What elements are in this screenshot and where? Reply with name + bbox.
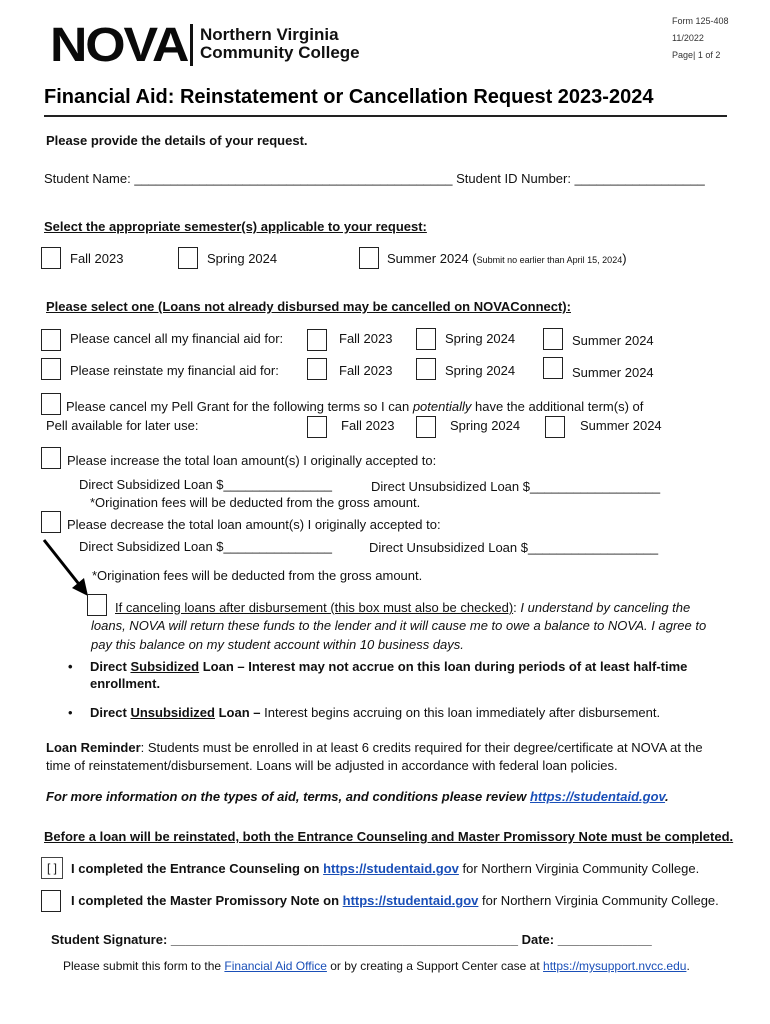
more-info-line <box>46 789 669 804</box>
loan-reminder-text-1: : Students must be enrolled in at least 6 credits required for their degree/certificate at NOVA at the <box>140 740 703 755</box>
unsubsidized-rest: Interest begins accruing on this loan immediately after disbursement. <box>264 705 661 720</box>
pell-text-italic: potentially <box>412 399 472 414</box>
reinstate-aid-checkbox[interactable] <box>41 358 61 380</box>
nova-logo-wordmark: NOVA <box>50 19 188 72</box>
cancel-fall-2023-checkbox[interactable] <box>307 329 327 351</box>
more-info-text: For more information on the types of aid, terms, and conditions please review <box>46 789 530 804</box>
college-name-line1: Northern Virginia <box>200 25 339 44</box>
increase-fee-note: *Origination fees will be deducted from the gross amount. <box>90 495 421 510</box>
summer-2024-text: Summer 2024 <box>387 251 469 266</box>
summer-note-close: ) <box>622 251 627 266</box>
cancel-after-line2: loans, NOVA will return these funds to the lender and it will cause me to owe a balance to NOVA. I agree to <box>91 618 707 633</box>
cancel-after-underlined: If canceling loans after disbursement (this box must also be checked) <box>115 600 514 615</box>
subsidized-prefix: Direct <box>90 659 131 674</box>
signature-label: Student Signature: <box>51 932 168 947</box>
pell-text-a: Please cancel my Pell Grant for the following terms so I can <box>66 399 413 414</box>
reinstate-aid-label: Please reinstate my financial aid for: <box>70 363 279 378</box>
loan-select-heading: Please select one (Loans not already disbursed may be cancelled on NOVAConnect): <box>46 299 571 314</box>
student-id-line: __________________ <box>574 171 705 186</box>
logo-divider <box>190 24 193 66</box>
unsubsidized-word: Unsubsidized <box>130 705 215 720</box>
pell-cancel-checkbox[interactable] <box>41 393 61 415</box>
pell-summer-2024-checkbox[interactable] <box>545 416 565 438</box>
cancel-all-aid-label: Please cancel all my financial aid for: <box>70 331 284 346</box>
intro-text: Please provide the details of your request. <box>46 133 308 148</box>
arrow-down-right-icon <box>38 536 94 600</box>
unsubsidized-prefix: Direct <box>90 705 131 720</box>
cancel-spring-2024-label: Spring 2024 <box>445 331 516 346</box>
cancel-fall-2023-label: Fall 2023 <box>339 331 393 346</box>
counseling-heading: Before a loan will be reinstated, both the Entrance Counseling and Master Promissory Note must be completed. <box>44 829 734 844</box>
cancel-all-aid-checkbox[interactable] <box>41 329 61 351</box>
reinstate-spring-2024-label: Spring 2024 <box>445 363 516 378</box>
loan-reminder-label: Loan Reminder <box>46 740 141 755</box>
subsidized-bullet-line1 <box>90 659 687 674</box>
cancel-after-italic-1: I understand by canceling the <box>520 600 691 615</box>
cancel-after-disbursement-checkbox[interactable] <box>87 594 107 616</box>
pell-text-b: have the additional term(s) of <box>471 399 644 414</box>
fall-2023-checkbox[interactable] <box>41 247 61 269</box>
spring-2024-label: Spring 2024 <box>207 251 278 266</box>
entrance-text-a: I completed the Entrance Counseling on <box>71 861 324 876</box>
unsubsidized-bullet <box>90 705 660 720</box>
increase-subsidized-field[interactable]: Direct Subsidized Loan $_______________ <box>79 477 332 492</box>
studentaid-link[interactable]: https://studentaid.gov <box>529 789 666 804</box>
form-number: Form 125-408 <box>672 16 729 26</box>
entrance-text-b: for Northern Virginia Community College. <box>458 861 700 876</box>
decrease-unsubsidized-field[interactable]: Direct Unsubsidized Loan $__________________ <box>369 540 659 555</box>
pell-cancel-text-line1 <box>66 399 643 414</box>
date-line: _____________ <box>557 932 652 947</box>
decrease-loan-checkbox[interactable] <box>41 511 61 533</box>
signature-line: ________________________________________________ <box>170 932 518 947</box>
increase-loan-label: Please increase the total loan amount(s) I originally accepted to: <box>67 453 437 468</box>
pell-fall-2023-label: Fall 2023 <box>341 418 395 433</box>
semester-heading: Select the appropriate semester(s) applicable to your request: <box>44 219 427 234</box>
reinstate-summer-2024-label: Summer 2024 <box>572 365 654 380</box>
reinstate-fall-2023-label: Fall 2023 <box>339 363 393 378</box>
more-info-end: . <box>665 789 669 804</box>
spring-2024-checkbox[interactable] <box>178 247 198 269</box>
cancel-summer-2024-checkbox[interactable] <box>543 328 563 350</box>
entrance-studentaid-link[interactable]: https://studentaid.gov <box>323 861 459 876</box>
pell-summer-2024-label: Summer 2024 <box>580 418 662 433</box>
student-name-field[interactable] <box>44 171 705 186</box>
cancel-spring-2024-checkbox[interactable] <box>416 328 436 350</box>
footer-line <box>63 959 690 973</box>
increase-loan-checkbox[interactable] <box>41 447 61 469</box>
reinstate-fall-2023-checkbox[interactable] <box>307 358 327 380</box>
summer-2024-checkbox[interactable] <box>359 247 379 269</box>
date-label: Date: <box>521 932 555 947</box>
page-indicator: Page| 1 of 2 <box>672 50 721 60</box>
mpn-text-b: for Northern Virginia Community College. <box>478 893 719 908</box>
cancel-after-line1 <box>115 600 690 615</box>
pell-spring-2024-label: Spring 2024 <box>450 418 521 433</box>
subsidized-rest: Loan – Interest may not accrue on this loan during periods of at least half-time <box>199 659 688 674</box>
subsidized-word: Subsidized <box>130 659 200 674</box>
cancel-after-line3: pay this balance on my student account within 10 business days. <box>91 637 464 652</box>
cancel-summer-2024-label: Summer 2024 <box>572 333 654 348</box>
form-date: 11/2022 <box>672 33 704 43</box>
pell-cancel-text-line2: Pell available for later use: <box>46 418 199 433</box>
subsidized-bullet-line2: enrollment. <box>90 676 161 691</box>
decrease-fee-note: *Origination fees will be deducted from the gross amount. <box>92 568 423 583</box>
decrease-loan-label: Please decrease the total loan amount(s) I originally accepted to: <box>67 517 441 532</box>
loan-reminder-line1 <box>46 740 703 755</box>
summer-note: Submit no earlier than April 15, 2024 <box>476 255 623 265</box>
increase-unsubsidized-field[interactable]: Direct Unsubsidized Loan $__________________ <box>371 479 661 494</box>
student-id-label: Student ID Number: <box>456 171 571 186</box>
summer-2024-label <box>387 251 627 266</box>
unsubsidized-mid: Loan – <box>214 705 265 720</box>
footer-text-a: Please submit this form to the <box>63 959 225 973</box>
footer-end: . <box>686 959 690 973</box>
mpn-studentaid-link[interactable]: https://studentaid.gov <box>342 893 479 908</box>
signature-row[interactable] <box>51 932 652 947</box>
page-title: Financial Aid: Reinstatement or Cancellation Request 2023-2024 <box>44 86 654 108</box>
summer-note-open: ( <box>468 251 477 266</box>
support-center-link[interactable]: https://mysupport.nvcc.edu <box>543 959 687 973</box>
entrance-counseling-line <box>71 861 699 876</box>
student-name-line: ____________________________________________ <box>134 171 453 186</box>
loan-reminder-line2: time of reinstatement/disbursement. Loans will be adjusted in accordance with federal loan policies. <box>46 758 618 773</box>
footer-text-b: or by creating a Support Center case at <box>326 959 544 973</box>
student-name-label: Student Name: <box>44 171 131 186</box>
college-name-line2: Community College <box>200 43 360 62</box>
fall-2023-label: Fall 2023 <box>70 251 124 266</box>
decrease-subsidized-field[interactable]: Direct Subsidized Loan $_______________ <box>79 539 332 554</box>
reinstate-summer-2024-checkbox[interactable] <box>543 357 563 379</box>
title-underline <box>44 115 727 117</box>
financial-aid-office-link[interactable]: Financial Aid Office <box>224 959 327 973</box>
pell-fall-2023-checkbox[interactable] <box>307 416 327 438</box>
reinstate-spring-2024-checkbox[interactable] <box>416 358 436 380</box>
mpn-text-a: I completed the Master Promissory Note on <box>71 893 343 908</box>
mpn-line <box>71 893 719 908</box>
entrance-counseling-checkbox[interactable]: [ ] <box>41 857 63 879</box>
pell-spring-2024-checkbox[interactable] <box>416 416 436 438</box>
cancel-after-colon: : <box>513 600 521 615</box>
mpn-checkbox[interactable] <box>41 890 61 912</box>
